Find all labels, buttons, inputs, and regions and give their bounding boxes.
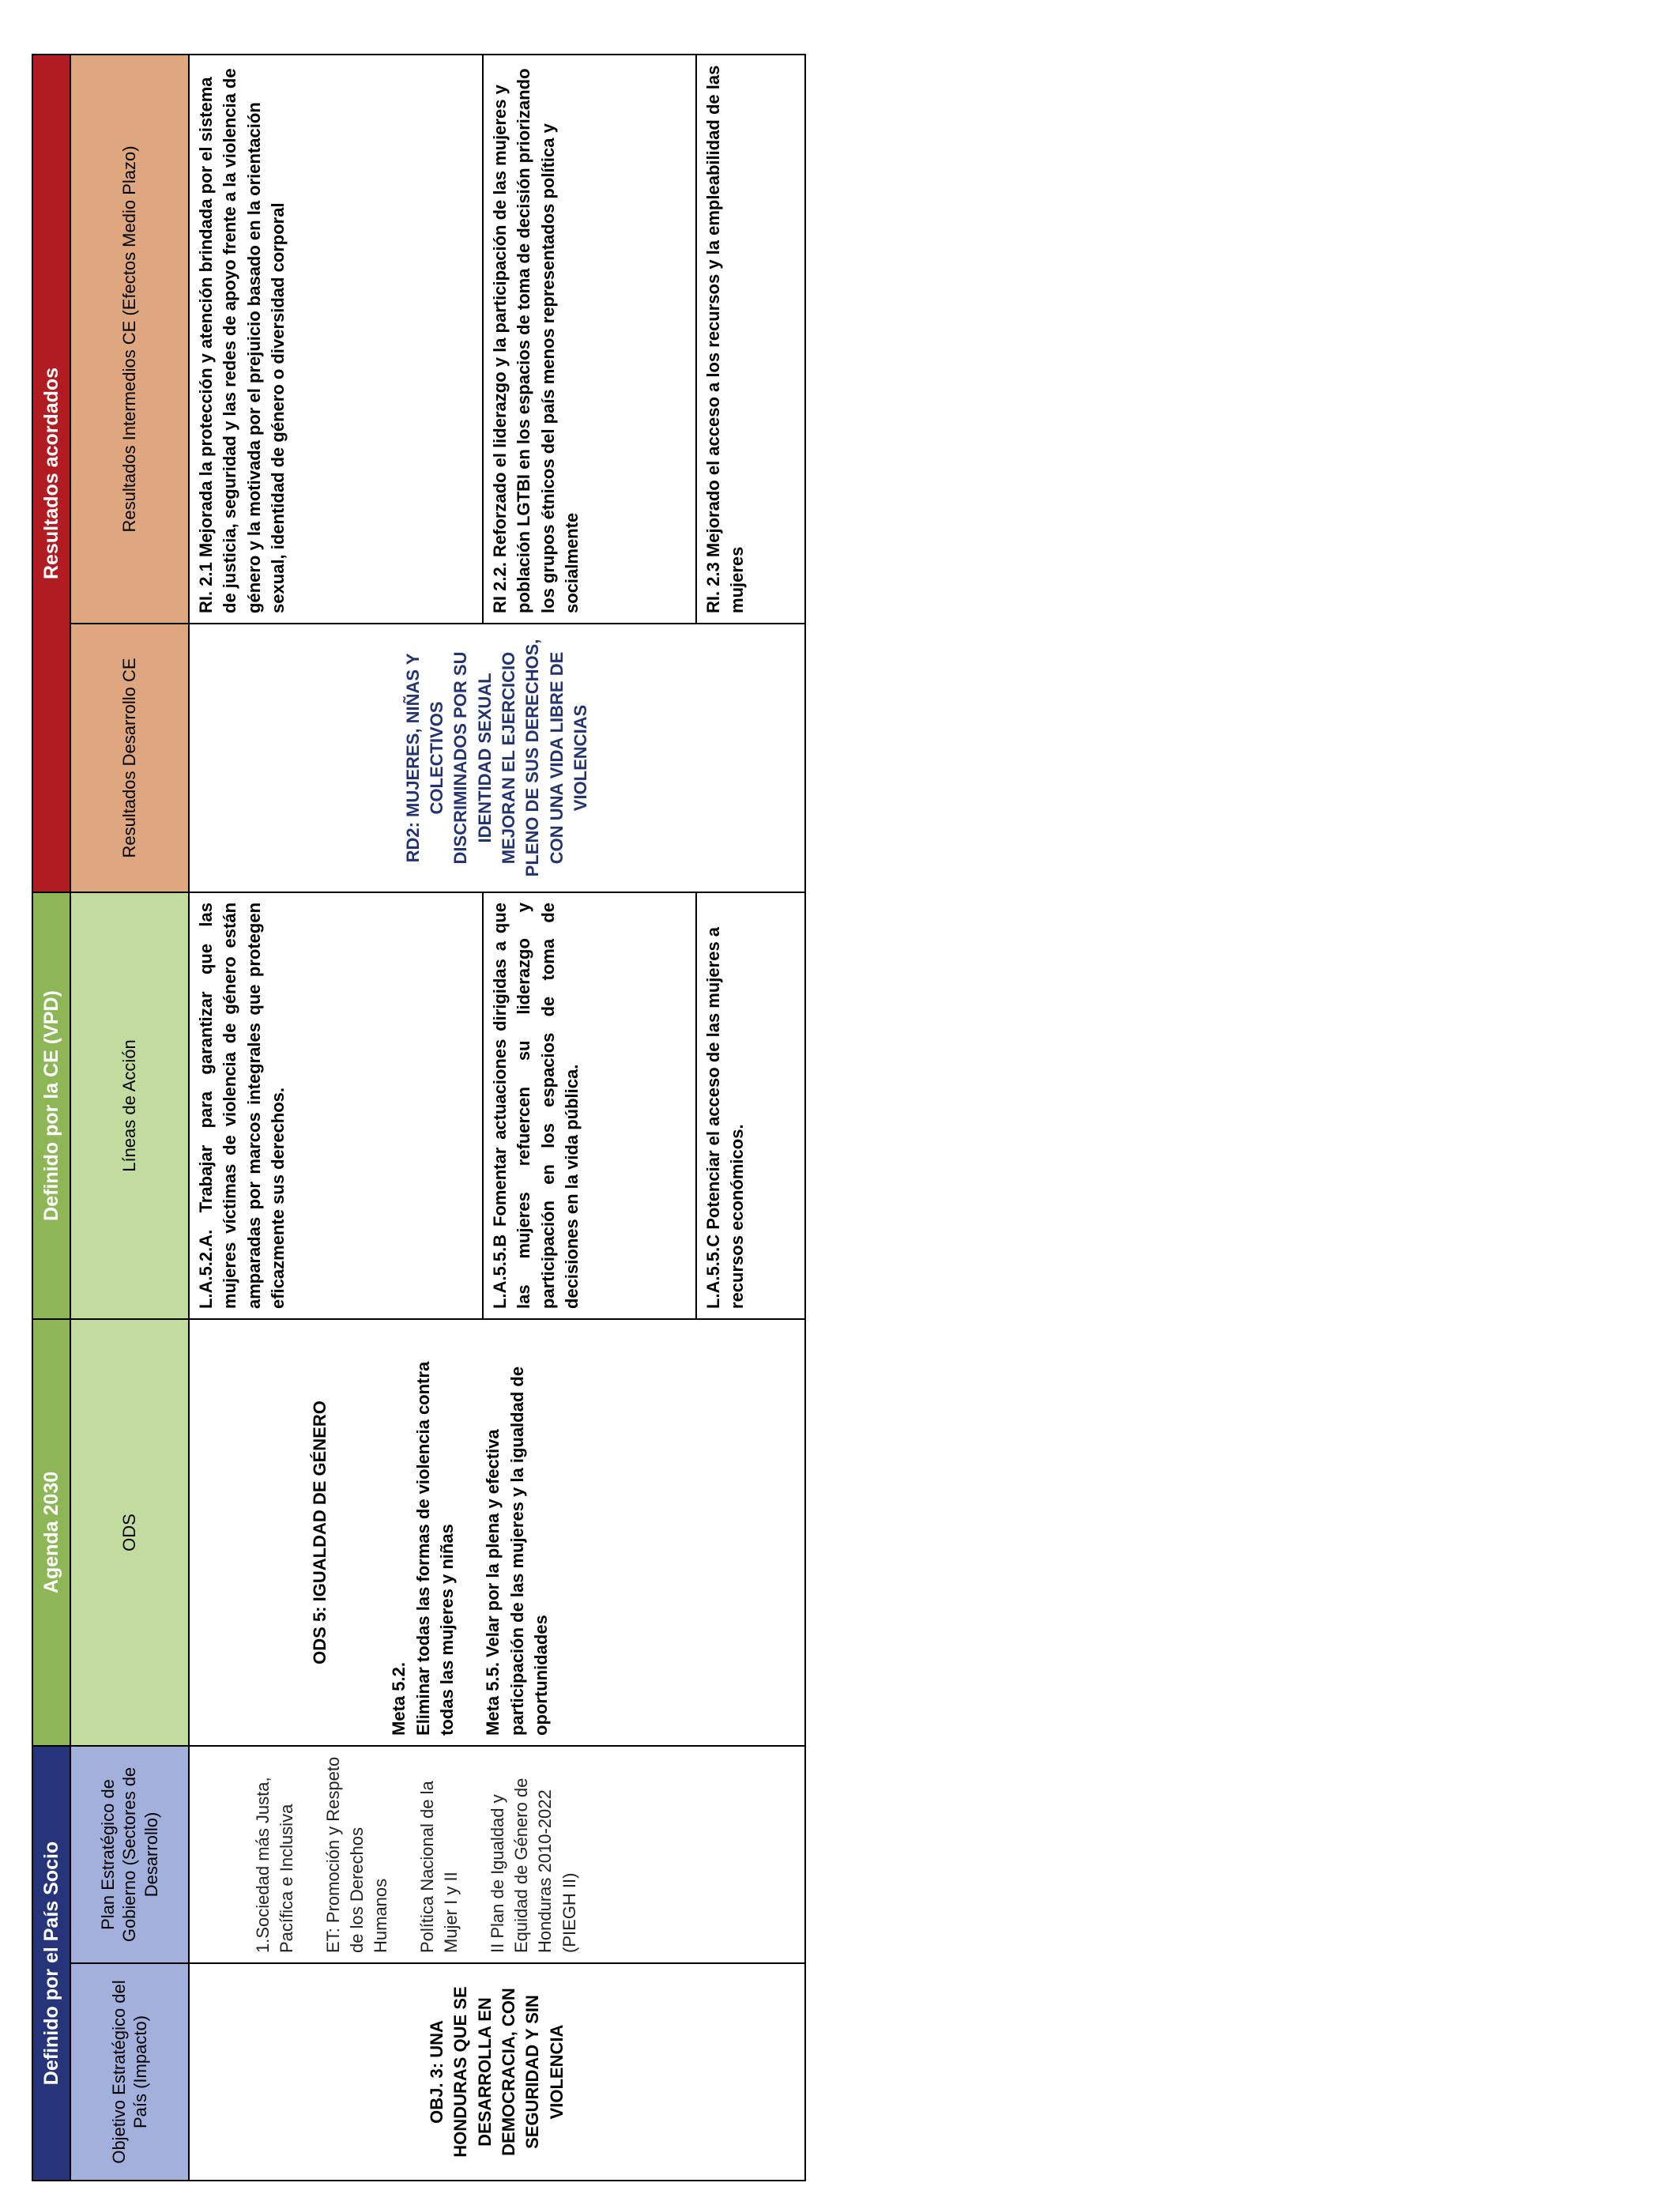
- header-ri: Resultados Intermedios CE (Efectos Medio Plazo): [70, 55, 189, 624]
- linea-accion-2: L.A.5.5.B Fomentar actuaciones dirigidas a que las mujeres refuercen su liderazgo y participación en los espacios de toma de decisiones en la vida pública.: [483, 892, 696, 1319]
- linea-accion-1: L.A.5.2.A. Trabajar para garantizar que las mujeres víctimas de violencia de género están amparadas por marcos integrales que protegen eficazmente sus derechos.: [189, 892, 483, 1319]
- ods-meta-1-text: Eliminar todas las formas de violencia contra todas las mujeres y niñas: [412, 1361, 458, 1736]
- ri-2-3: RI. 2.3 Mejorado el acceso a los recursos y la empleabilidad de las mujeres: [696, 55, 805, 624]
- band-vpd: Definido por la CE (VPD): [32, 892, 70, 1319]
- header-plan: Plan Estratégico de Gobierno (Sectores de Desarrollo): [70, 1746, 189, 1963]
- band-pais: Definido por el País Socio: [32, 1746, 70, 2181]
- objetivo-cell: OBJ. 3: UNA HONDURAS QUE SE DESARROLLA EN DEMOCRACIA, CON SEGURIDAD Y SIN VIOLENCIA: [189, 1963, 805, 2181]
- header-objetivo: Objetivo Estratégico del País (Impacto): [70, 1963, 189, 2181]
- rd2-cell: RD2: MUJERES, NIÑAS Y COLECTIVOS DISCRIMINADOS POR SU IDENTIDAD SEXUAL MEJORAN EL EJERCICIO PLENO DE SUS DERECHOS, CON UNA VIDA LIBRE DE VIOLENCIAS: [189, 624, 805, 892]
- plan-item: II Plan de Igualdad y Equidad de Género de Honduras 2010-2022 (PIEGH II): [487, 1777, 579, 1953]
- plan-item: 1.Sociedad más Justa, Pacífica e Inclusiva: [253, 1777, 297, 1953]
- plan-cell: [189, 1746, 805, 1963]
- header-ods: ODS: [70, 1319, 189, 1746]
- ods-title: ODS 5: IGUALDAD DE GÉNERO: [310, 1400, 330, 1664]
- ri-2-1: RI. 2.1 Mejorada la protección y atención brindada por el sistema de justicia, seguridad y las redes de apoyo frente a la violencia de género y la motivada por el prejuicio basado en la orientación sexual, identidad de género o diversidad corporal: [189, 55, 483, 624]
- linea-accion-3: L.A.5.5.C Potenciar el acceso de las mujeres a recursos económicos.: [696, 892, 805, 1319]
- results-framework-table: [32, 54, 806, 2181]
- plan-item: Política Nacional de la Mujer I y II: [416, 1781, 461, 1953]
- plan-item: ET: Promoción y Respeto de los Derechos Humanos: [322, 1756, 391, 1953]
- ri-2-2: RI 2.2. Reforzado el liderazgo y la participación de las mujeres y población LGTBI en los espacios de toma de decisión priorizando los grupos étnicos del país menos representados política y socialmente: [483, 55, 696, 624]
- ods-meta-1-label: Meta 5.2.: [389, 1662, 409, 1736]
- band-resultados: Resultados acordados: [32, 55, 70, 892]
- rotated-page: [32, 55, 806, 2181]
- header-rd: Resultados Desarrollo CE: [70, 624, 189, 892]
- ods-cell: [189, 1319, 805, 1746]
- header-lineas: Líneas de Acción: [70, 892, 189, 1319]
- band-agenda-2030: Agenda 2030: [32, 1319, 70, 1746]
- ods-meta-2: Meta 5.5. Velar por la plena y efectiva participación de las mujeres y la igualdad de oportunidades: [483, 1366, 552, 1736]
